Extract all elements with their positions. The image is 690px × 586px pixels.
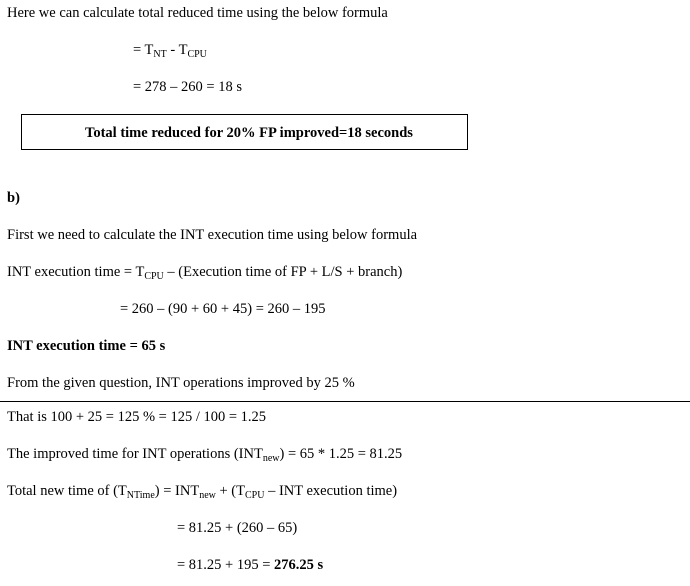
result-box (21, 114, 468, 150)
formula-mid: - T (166, 42, 188, 58)
int-exec-result-value: = 65 s (129, 338, 166, 354)
total-new-sub-ntime: NTime (126, 490, 155, 501)
calc-line-1: = 278 – 260 = 18 s (133, 79, 242, 95)
improved-suffix: ) = 65 * 1.25 = 81.25 (279, 446, 403, 462)
int-exec-result-label: INT execution time (7, 338, 130, 354)
total-new-sub-new: new (199, 490, 216, 501)
int-exec-prefix: INT execution time = T (7, 264, 145, 280)
part-b-heading: b) (7, 190, 20, 206)
intro-text: Here we can calculate total reduced time using the below formula (7, 5, 388, 21)
first-step-text: First we need to calculate the INT execution time using below formula (7, 227, 418, 243)
int-exec-sub-cpu: CPU (144, 271, 164, 282)
given-text: From the given question, INT operations improved by 25 % (7, 375, 355, 391)
improved-prefix: The improved time for INT operations (INT (7, 446, 263, 462)
formula-line (133, 41, 207, 64)
final-value: 276.25 s (274, 557, 324, 573)
that-is-text: That is 100 + 25 = 125 % = 125 / 100 = 1.25 (7, 409, 267, 425)
total-new-p4: – INT execution time) (264, 483, 398, 499)
int-exec-result (7, 337, 165, 355)
formula-prefix: = T (133, 42, 154, 58)
int-exec-suffix: – (Execution time of FP + L/S + branch) (163, 264, 403, 280)
result-box-text: Total time reduced for 20% FP improved=18 seconds (85, 125, 413, 141)
total-new-p3: + (T (215, 483, 245, 499)
total-new-time-text (7, 482, 397, 505)
total-new-sub-cpu: CPU (244, 490, 265, 501)
improved-time-text (7, 445, 402, 468)
total-new-p1: Total new time of (T (7, 483, 127, 499)
total-new-p2: ) = INT (154, 483, 200, 499)
calc-line-2: = 260 – (90 + 60 + 45) = 260 – 195 (120, 301, 326, 317)
final-result (177, 556, 323, 574)
calc-line-3: = 81.25 + (260 – 65) (177, 520, 298, 536)
formula-sub-cpu: CPU (187, 49, 207, 60)
improved-sub-new: new (262, 453, 280, 464)
int-exec-formula (7, 263, 402, 286)
final-prefix: = 81.25 + 195 = (177, 557, 275, 573)
formula-sub-nt: NT (153, 49, 167, 60)
horizontal-divider (0, 401, 690, 402)
